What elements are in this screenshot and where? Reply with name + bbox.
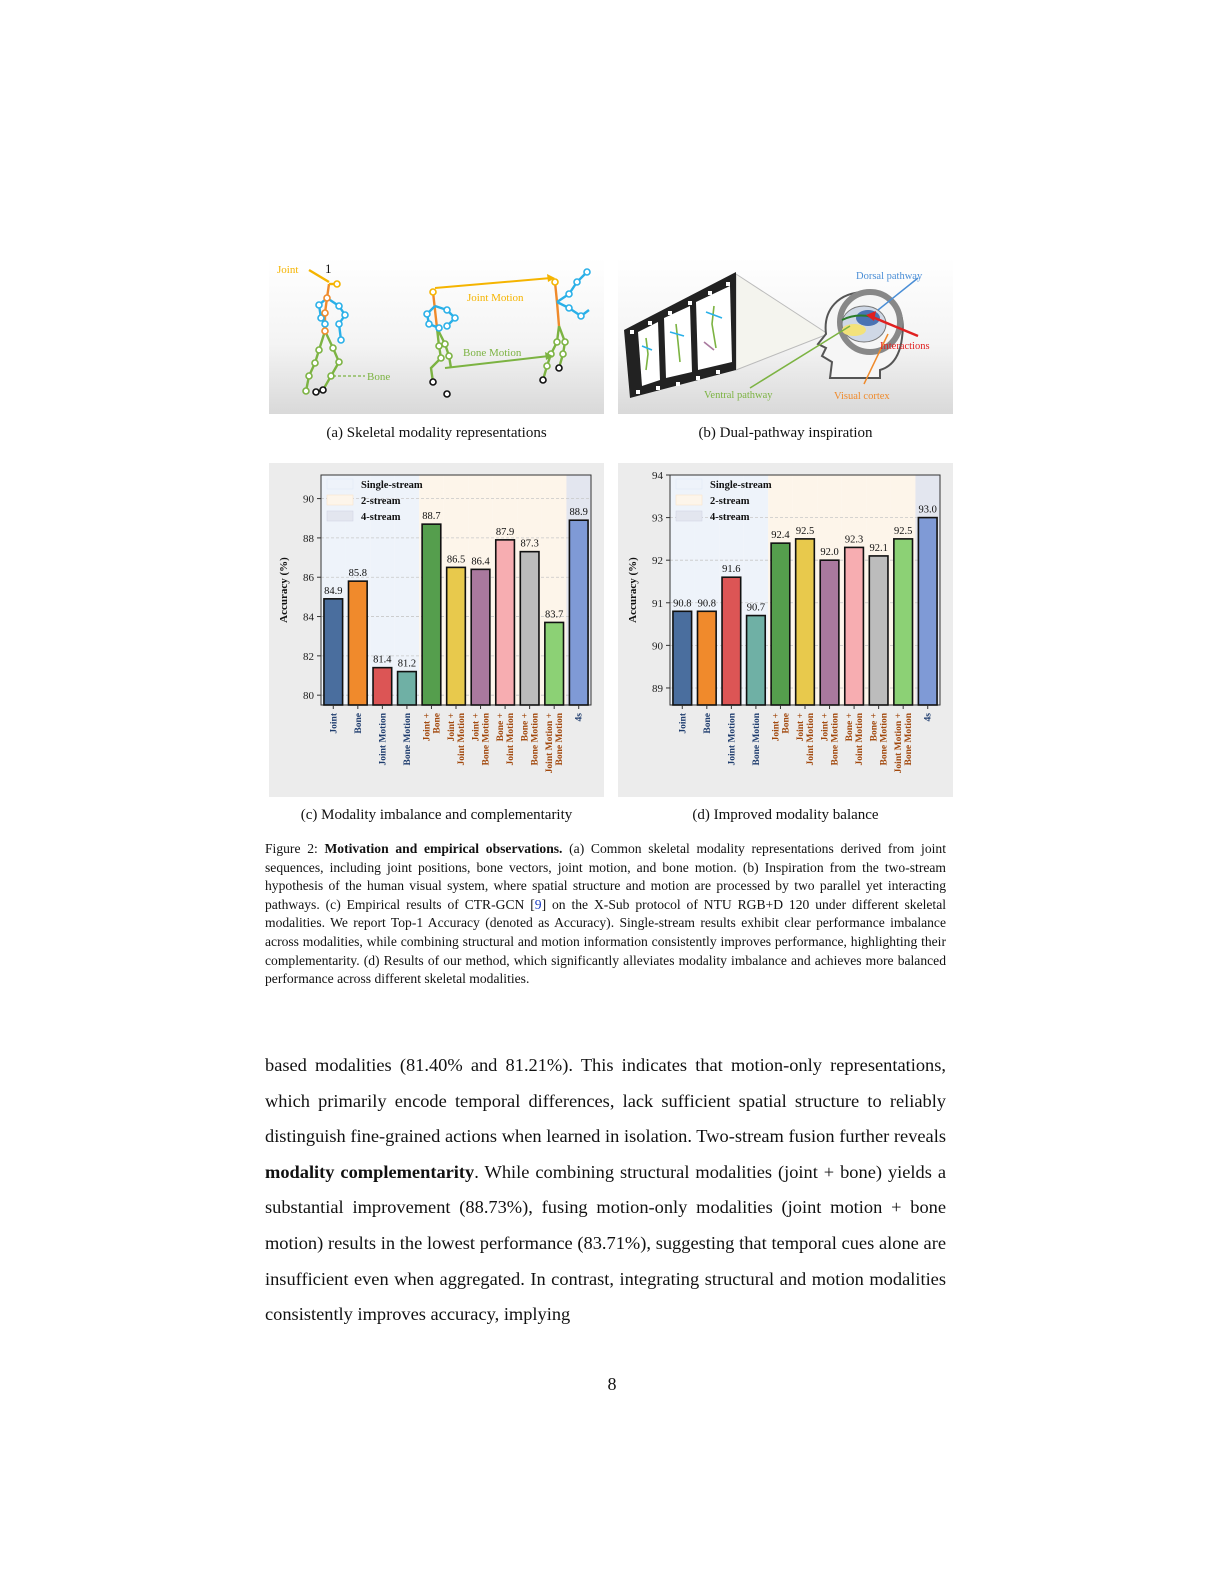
legend-label: Single-stream <box>361 480 423 491</box>
bar <box>918 518 937 705</box>
x-tick-label: Bone <box>432 713 443 734</box>
data-label: 92.1 <box>869 542 888 554</box>
y-tick-label: 93 <box>652 512 663 525</box>
legend-label: 4-stream <box>710 512 750 523</box>
figure-b-panel <box>618 258 953 414</box>
group-background <box>395 475 420 705</box>
legend-swatch <box>676 479 702 489</box>
x-tick-label: Bone <box>353 713 364 734</box>
data-label: 92.5 <box>893 525 913 537</box>
bar <box>348 581 367 705</box>
label-ventral: Ventral pathway <box>704 390 773 401</box>
x-tick-label: Bone Motion <box>530 713 541 766</box>
y-tick-label: 84 <box>303 611 314 624</box>
bar <box>771 543 790 705</box>
data-label: 86.4 <box>471 556 490 568</box>
bar <box>796 539 815 705</box>
x-tick-label: Bone Motion <box>555 713 566 766</box>
caption-b: (b) Dual-pathway inspiration <box>698 425 873 441</box>
legend-swatch <box>327 479 353 489</box>
x-tick-label: Bone <box>702 713 713 734</box>
label-joint: Joint <box>277 264 299 276</box>
label-interactions: Interactions <box>880 341 930 352</box>
body-text-2: . While combining structural modalities (joint + bone) yields a substantial improvement (88.73%), fusing motion-only modalities (joint motion + bone motion) results in the lowest performance (83.71%), suggesting that temporal cues alone are insufficient even when aggregated. In contrast, integrating structural and motion modalities consistently improves accuracy, implying <box>265 1161 946 1325</box>
x-tick-label: Bone + <box>869 713 880 742</box>
x-tick-label: Bone Motion <box>830 713 841 766</box>
x-tick-label: Bone + <box>520 713 531 742</box>
x-tick-label: 4s <box>923 713 934 722</box>
bar <box>398 672 417 705</box>
x-tick-label: Bone + <box>845 713 856 742</box>
data-label: 91.6 <box>722 564 741 576</box>
label-bone: Bone <box>367 371 391 383</box>
bar <box>845 547 864 705</box>
data-label: 92.4 <box>771 530 790 542</box>
x-tick-label: Joint + <box>447 713 457 742</box>
x-tick-label: Joint <box>329 713 340 734</box>
x-tick-label: Bone + <box>496 713 507 742</box>
legend-label: 2-stream <box>710 496 750 507</box>
bar <box>496 540 515 705</box>
bar <box>894 539 913 705</box>
legend-swatch <box>676 495 702 505</box>
figure-caption-text-2: ] on the X-Sub protocol of NTU RGB+D 120 under different skeletal modalities. We report Top-1 Accuracy (denoted as Accuracy). Single-stream results exhibit clear performance imbalance across modalities, while combining structural and motion information consistently improves performance, highlighting their complementarity. (d) Results of our method, which significantly alleviates modality imbalance and achieves more balanced performance across different skeletal modalities. <box>265 896 947 987</box>
body-bold-term: modality complementarity <box>265 1161 475 1182</box>
y-tick-label: 88 <box>303 532 314 545</box>
legend-label: 2-stream <box>361 496 401 507</box>
x-tick-label: Bone Motion <box>904 713 915 766</box>
x-tick-label: Joint Motion <box>378 713 389 766</box>
data-label: 83.7 <box>544 609 564 621</box>
data-label: 93.0 <box>918 504 937 516</box>
figure-label: Figure 2: <box>265 841 318 856</box>
bar <box>820 560 839 705</box>
caption-a: (a) Skeletal modality representations <box>326 425 547 441</box>
citation-link[interactable]: 9 <box>534 896 542 912</box>
caption-d: (d) Improved modality balance <box>692 807 879 823</box>
data-label: 90.8 <box>673 598 692 610</box>
data-label: 87.9 <box>495 526 515 538</box>
x-tick-label: Joint Motion <box>806 713 816 766</box>
bar <box>373 668 392 705</box>
page-number: 8 <box>607 1374 617 1394</box>
caption-c: (c) Modality imbalance and complementarity <box>300 807 573 823</box>
legend-label: Single-stream <box>710 480 772 491</box>
x-tick-label: Joint Motion <box>457 713 467 766</box>
y-tick-label: 94 <box>652 470 663 482</box>
x-tick-label: Bone Motion <box>402 713 413 766</box>
figure-title: Motivation and empirical observations. <box>324 841 563 856</box>
bar <box>324 599 343 705</box>
x-tick-label: Joint + <box>820 713 831 742</box>
x-tick-label: Joint + <box>796 713 806 742</box>
x-tick-label: Bone Motion <box>481 713 492 766</box>
figure-d-panel <box>618 463 953 797</box>
skeleton-illustration <box>269 258 604 414</box>
bar <box>569 520 588 705</box>
bar <box>471 569 490 705</box>
bar <box>869 556 888 705</box>
x-tick-label: Joint Motion <box>727 713 738 766</box>
x-tick-label: Joint Motion <box>855 713 866 766</box>
bar <box>673 611 692 705</box>
label-joint-index: 1 <box>325 261 332 276</box>
figure-c-panel <box>269 463 604 797</box>
data-label: 90.8 <box>697 598 717 610</box>
legend-swatch <box>327 495 353 505</box>
y-tick-label: 89 <box>652 682 663 695</box>
x-tick-label: Bone Motion <box>879 713 890 766</box>
legend-swatch <box>327 511 353 521</box>
legend-swatch <box>676 511 702 521</box>
label-visual-cortex: Visual cortex <box>834 391 890 402</box>
x-tick-label: 4s <box>574 713 585 722</box>
legend-label: 4-stream <box>361 512 401 523</box>
x-tick-label: Joint + <box>471 713 482 742</box>
x-tick-label: Joint Motion <box>506 713 517 766</box>
bar-chart-d <box>618 463 953 797</box>
label-dorsal: Dorsal pathway <box>856 271 923 282</box>
y-tick-label: 82 <box>303 650 314 663</box>
data-label: 87.3 <box>520 538 539 550</box>
data-label: 84.9 <box>324 585 343 597</box>
x-tick-label: Bone <box>781 713 792 734</box>
bar <box>747 616 766 705</box>
x-tick-label: Joint Motion + <box>545 713 556 774</box>
bar-chart-c <box>269 463 604 797</box>
dual-pathway-illustration <box>618 258 953 414</box>
data-label: 92.3 <box>844 534 864 546</box>
data-label: 86.5 <box>446 554 466 566</box>
y-tick-label: 90 <box>303 493 314 506</box>
data-label: 90.7 <box>746 602 766 614</box>
y-tick-label: 90 <box>652 640 663 653</box>
bar <box>545 622 564 705</box>
y-tick-label: 86 <box>303 572 314 585</box>
body-paragraph <box>265 1048 946 1333</box>
bar <box>520 552 539 705</box>
data-label: 85.8 <box>348 568 368 580</box>
x-tick-label: Joint <box>678 713 689 734</box>
label-joint-motion: Joint Motion <box>467 292 524 304</box>
data-label: 81.2 <box>397 658 417 670</box>
bar <box>422 524 441 705</box>
data-label: 88.9 <box>569 507 588 519</box>
x-tick-label: Joint Motion + <box>894 713 905 774</box>
bar <box>447 567 466 705</box>
body-text-1: based modalities (81.40% and 81.21%). This indicates that motion-only representations, which primarily encode temporal differences, lack sufficient spatial structure to reliably distinguish fine-grained actions when learned in isolation. Two-stream fusion further reveals <box>265 1055 946 1147</box>
figure-caption <box>265 840 946 989</box>
data-label: 88.7 <box>422 511 441 523</box>
figure-a-panel <box>269 258 604 414</box>
y-axis-label: Accuracy (%) <box>627 557 639 623</box>
x-tick-label: Joint + <box>422 713 433 742</box>
x-tick-label: Joint + <box>771 713 782 742</box>
bar <box>697 611 716 705</box>
y-axis-label: Accuracy (%) <box>278 557 290 623</box>
bar <box>722 577 741 705</box>
y-tick-label: 92 <box>652 555 663 568</box>
x-tick-label: Bone Motion <box>751 713 762 766</box>
y-tick-label: 80 <box>303 690 314 703</box>
data-label: 92.0 <box>820 547 839 559</box>
label-bone-motion: Bone Motion <box>463 347 522 359</box>
figure-caption-text-1: (a) Common skeletal modality representations derived from joint sequences, including joint positions, bone vectors, joint motion, and bone motion. (b) Inspiration from the two-stream hypothesis of the human visual system, where spatial structure and motion are processed by two parallel yet interacting pathways. (c) Empirical results of CTR-GCN [ <box>265 841 946 912</box>
data-label: 92.5 <box>795 525 815 537</box>
data-label: 81.4 <box>373 654 392 666</box>
y-tick-label: 91 <box>652 597 663 610</box>
